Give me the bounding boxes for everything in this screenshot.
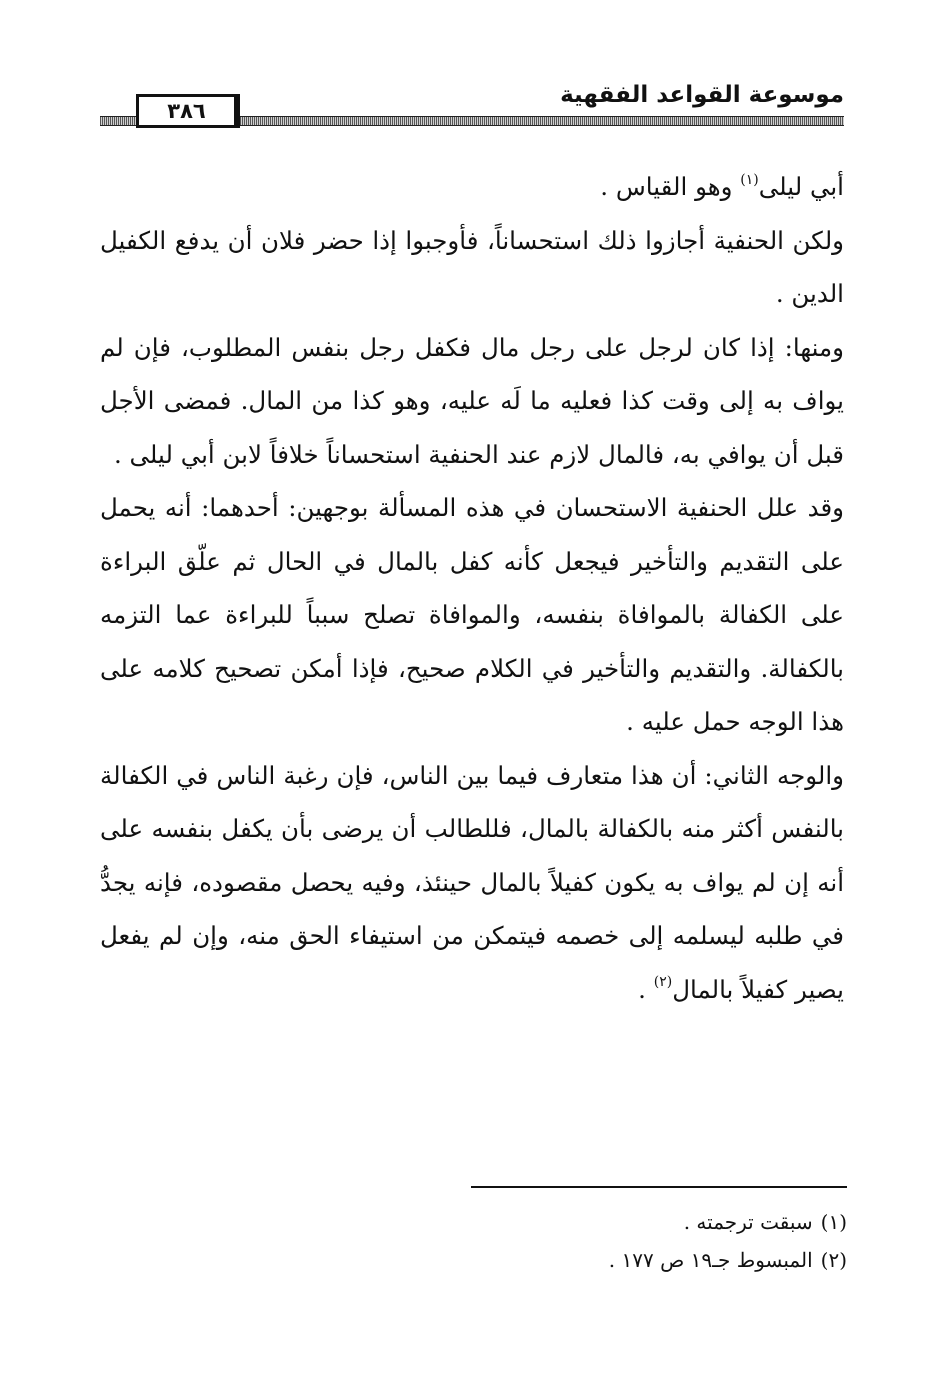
footnote-ref[interactable]: (١) [740,171,759,188]
text-run: وقد علل الحنفية الاستحسان في هذه المسألة بوجهين: أحدهما: أنه يحمل على التقديم والتأخير فيجعل كأنه كفل بالمال في الحال ثم علّق البراءة على الكفالة بالموافاة بنفسه، والموافاة تصلح سبباً للبراءة عما التزمه بالكفالة. والتقديم والتأخير في الكلام صحيح، فإذا أمكن تصحيح كلامه على هذا الوجه حمل عليه . [100,493,844,736]
text-run: والوجه الثاني: أن هذا متعارف فيما بين الناس، فإن رغبة الناس في الكفالة بالنفس أكثر منه بالكفالة بالمال، فللطالب أن يرضى بأن يكفل بنفسه على أنه إن لم يواف به يكون كفيلاً بالمال حينئذ، وفيه يحصل مقصوده، فإنه يجدُّ في طلبه ليسلمه إلى خصمه فيتمكن من استيفاء الحق منه، وإن لم يفعل يصير كفيلاً بالمال [100,760,844,1004]
footnote-number: (١) [820,1210,847,1234]
page-number-box [136,94,240,128]
body-text [100,160,844,1016]
text-run: ومنها: إذا كان لرجل على رجل مال فكفل رجل بنفس المطلوب، فإن لم يواف به إلى وقت كذا فعليه ما لَه عليه، وهو كذا من المال. فمضى الأجل قبل أن يوافي به، فالمال لازم عند الحنفية استحساناً خلافاً لابن أبي ليلى . [100,332,844,469]
header-rule [240,116,844,126]
footnote-separator [471,1186,847,1188]
paragraph [100,321,844,482]
text-run: وهو القياس . [600,172,741,201]
footnote-ref[interactable]: (٢) [653,974,673,991]
running-header [100,78,844,134]
header-rule-end [100,116,136,126]
footnote [103,1241,847,1279]
text-run: أبي ليلى [758,172,844,201]
paragraph [100,481,844,749]
footnote [103,1203,847,1241]
footnote-text: المبسوط جـ١٩ ص ١٧٧ . [608,1248,813,1272]
paragraph [100,214,844,321]
book-title: موسوعة القواعد الفقهية [560,82,844,108]
footnote-number: (٢) [820,1248,847,1272]
footnotes [103,1203,847,1279]
paragraph [100,160,844,214]
paragraph [100,749,844,1017]
page-number: ٣٨٦ [167,99,206,123]
footnote-text: سبقت ترجمته . [683,1210,813,1234]
text-run: . [638,974,654,1004]
text-run: ولكن الحنفية أجازوا ذلك استحساناً، فأوجبوا إذا حضر فلان أن يدفع الكفيل الدين . [100,225,844,308]
